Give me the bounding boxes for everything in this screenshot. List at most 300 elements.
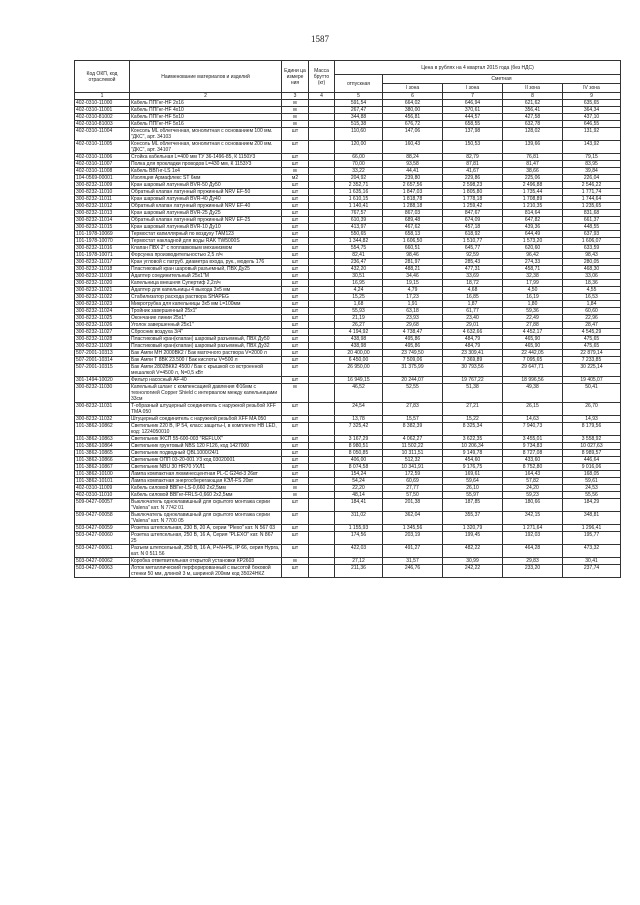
- cell-mass: [309, 485, 335, 492]
- cell-price-zone-2: 10 206,34: [443, 443, 503, 450]
- cell-unit: шт: [282, 464, 309, 471]
- cell-price-zone-2: 19 767,22: [443, 377, 503, 384]
- cell-price-zone-2: 3 622,35: [443, 436, 503, 443]
- cell-unit: шт: [282, 443, 309, 450]
- cell-price-zone-3: 1,80: [503, 301, 563, 308]
- cell-code: 300-8232-11019: [75, 273, 130, 280]
- cell-unit: шт: [282, 273, 309, 280]
- cell-mass: [309, 357, 335, 364]
- cell-price-zone-3: 647,82: [503, 217, 563, 224]
- cell-code: 503-0427-00059: [75, 525, 130, 532]
- cell-name: Термостат капиллярный по воздуху TAM123: [130, 231, 282, 238]
- cell-name: Бак Ампи 2802ВКК2 4500 / Бак с крышкой со встроенной мешалкой V=4500 л, N=0,5 кВт: [130, 364, 282, 377]
- cell-price-zone-3: 164,43: [503, 471, 563, 478]
- cell-price-zone-1: 689,48: [383, 217, 443, 224]
- cell-name: Микротрубка для капельницы 3х5 мм L=100мм: [130, 301, 282, 308]
- table-row: [75, 114, 621, 121]
- cell-price-zone-3: 57,82: [503, 478, 563, 485]
- cell-unit: шт: [282, 210, 309, 217]
- cell-price-zone-1: 201,38: [383, 499, 443, 512]
- cell-price-zone-3: 26,15: [503, 403, 563, 416]
- cell-mass: [309, 203, 335, 210]
- cell-name: Капельница внешняя Супертиф 2,2л/ч: [130, 280, 282, 287]
- cell-price-zone-4: 646,55: [563, 121, 621, 128]
- cell-unit: шт: [282, 343, 309, 350]
- cell-price-zone-4: 237,74: [563, 565, 621, 578]
- cell-code: 101-3862-10863: [75, 436, 130, 443]
- cell-price-otpusk: 344,88: [335, 114, 383, 121]
- cell-name: Кабель ВВГнг-LS 1х4: [130, 168, 282, 175]
- cell-price-zone-4: 446,64: [563, 457, 621, 464]
- cell-unit: м2: [282, 175, 309, 182]
- table-row: [75, 161, 621, 168]
- cell-price-zone-1: 27,77: [383, 485, 443, 492]
- cell-price-zone-4: 195,77: [563, 532, 621, 545]
- cell-code: 300-8232-11016: [75, 245, 130, 252]
- cell-price-zone-4: 9 016,06: [563, 464, 621, 471]
- table-row: [75, 558, 621, 565]
- cell-price-zone-4: 1 771,74: [563, 189, 621, 196]
- cell-name: Стабилизатор расхода раствора SHAPEG: [130, 294, 282, 301]
- cell-price-zone-4: 50,41: [563, 384, 621, 403]
- table-row: [75, 329, 621, 336]
- cell-unit: шт: [282, 231, 309, 238]
- table-row: [75, 443, 621, 450]
- cell-unit: шт: [282, 161, 309, 168]
- cell-price-zone-4: 28,47: [563, 322, 621, 329]
- cell-unit: м: [282, 121, 309, 128]
- cell-price-zone-4: 364,34: [563, 107, 621, 114]
- cell-price-zone-2: 1 259,42: [443, 203, 503, 210]
- cell-price-zone-2: 645,77: [443, 245, 503, 252]
- cell-price-otpusk: 110,60: [335, 128, 383, 141]
- cell-price-zone-2: 9 176,75: [443, 464, 503, 471]
- cell-mass: [309, 350, 335, 357]
- cell-price-zone-1: 4 062,27: [383, 436, 443, 443]
- table-body: [75, 100, 621, 578]
- table-row: [75, 436, 621, 443]
- cell-price-zone-4: 4 545,29: [563, 329, 621, 336]
- col-number: 1: [75, 93, 130, 100]
- cell-price-zone-2: 4,68: [443, 287, 503, 294]
- cell-mass: [309, 217, 335, 224]
- cell-price-zone-4: 22,96: [563, 315, 621, 322]
- cell-code: 507-2001-10314: [75, 357, 130, 364]
- cell-mass: [309, 512, 335, 525]
- cell-price-zone-3: 22,49: [503, 315, 563, 322]
- cell-price-zone-1: 1 818,78: [383, 196, 443, 203]
- cell-price-zone-4: 280,05: [563, 259, 621, 266]
- cell-price-zone-1: 31 375,99: [383, 364, 443, 377]
- cell-price-otpusk: 13,78: [335, 416, 383, 423]
- cell-price-zone-2: 23,40: [443, 315, 503, 322]
- cell-price-zone-4: 30 225,14: [563, 364, 621, 377]
- cell-unit: шт: [282, 287, 309, 294]
- cell-price-zone-2: 27,21: [443, 403, 503, 416]
- cell-mass: [309, 231, 335, 238]
- cell-price-zone-4: 1 296,41: [563, 525, 621, 532]
- table-row: [75, 273, 621, 280]
- cell-code: 300-8232-11011: [75, 196, 130, 203]
- cell-price-zone-1: 10 311,51: [383, 450, 443, 457]
- cell-price-zone-1: 362,04: [383, 512, 443, 525]
- cell-price-zone-1: 239,80: [383, 175, 443, 182]
- table-row: [75, 384, 621, 403]
- cell-price-zone-1: 456,81: [383, 114, 443, 121]
- cell-name: Лоток металлический перфорированный с высотой боковой стенки 50 мм, длиной 3 м, шириной 200мм код 35024НКZ: [130, 565, 282, 578]
- cell-mass: [309, 114, 335, 121]
- cell-price-zone-4: 59,61: [563, 478, 621, 485]
- cell-price-otpusk: 120,00: [335, 141, 383, 154]
- cell-price-zone-3: 14,63: [503, 416, 563, 423]
- header-smetnaya: Сметная: [383, 75, 621, 84]
- cell-mass: [309, 336, 335, 343]
- cell-price-otpusk: 554,75: [335, 245, 383, 252]
- cell-unit: шт: [282, 450, 309, 457]
- cell-mass: [309, 457, 335, 464]
- cell-price-zone-3: 192,03: [503, 532, 563, 545]
- cell-price-zone-3: 2 496,88: [503, 182, 563, 189]
- table-row: [75, 259, 621, 266]
- cell-price-zone-4: 18,36: [563, 280, 621, 287]
- cell-name: Обратный клапан латунный пружинный NRV EF-40: [130, 203, 282, 210]
- cell-unit: шт: [282, 308, 309, 315]
- cell-name: Кабель ППГнг-HF 5х16: [130, 121, 282, 128]
- cell-price-zone-1: 380,00: [383, 107, 443, 114]
- cell-mass: [309, 161, 335, 168]
- cell-code: 101-1978-10071: [75, 252, 130, 259]
- cell-name: Термостат накладной для воды RAK TW5000S: [130, 238, 282, 245]
- cell-code: 301-1494-10020: [75, 377, 130, 384]
- cell-unit: шт: [282, 280, 309, 287]
- cell-name: Лампа компактная энергосберегающая КЭЛ-FS 20вт: [130, 478, 282, 485]
- cell-name: Бак Ампи МН 2000ВК2 / Бак маточного раствора V=2000 л: [130, 350, 282, 357]
- cell-code: 300-8232-11012: [75, 203, 130, 210]
- cell-price-zone-3: 233,20: [503, 565, 563, 578]
- cell-price-zone-1: 660,51: [383, 245, 443, 252]
- cell-mass: [309, 196, 335, 203]
- header-zone-3: II зона: [503, 84, 563, 93]
- table-row: [75, 322, 621, 329]
- cell-code: 300-8232-11018: [75, 266, 130, 273]
- table-row: [75, 532, 621, 545]
- cell-name: Пластиковый кран(клапан) шаровый разъемный, ПВХ Ду50: [130, 336, 282, 343]
- cell-code: 402-0310-11007: [75, 161, 130, 168]
- cell-mass: [309, 182, 335, 189]
- cell-price-zone-3: 59,23: [503, 492, 563, 499]
- cell-name: Тройник завершенный 25х1": [130, 308, 282, 315]
- cell-unit: шт: [282, 203, 309, 210]
- cell-price-zone-4: 16,53: [563, 294, 621, 301]
- cell-price-zone-3: 1 210,35: [503, 203, 563, 210]
- cell-price-zone-3: 4 452,17: [503, 329, 563, 336]
- col-number: 5: [335, 93, 383, 100]
- cell-price-otpusk: 1 610,15: [335, 196, 383, 203]
- cell-code: 101-3862-10866: [75, 457, 130, 464]
- cell-mass: [309, 154, 335, 161]
- table-row: [75, 182, 621, 189]
- cell-name: Светильник подводный QBL1000/24/1: [130, 450, 282, 457]
- cell-price-zone-4: 473,32: [563, 545, 621, 558]
- cell-price-zone-4: 55,56: [563, 492, 621, 499]
- cell-mass: [309, 322, 335, 329]
- table-row: [75, 238, 621, 245]
- cell-price-otpusk: 2 352,71: [335, 182, 383, 189]
- cell-name: Кабель ППГнг-HF 5х10: [130, 114, 282, 121]
- table-row: [75, 364, 621, 377]
- table-row: [75, 350, 621, 357]
- table-row: [75, 478, 621, 485]
- cell-price-zone-3: 24,20: [503, 485, 563, 492]
- table-row: [75, 189, 621, 196]
- cell-mass: [309, 245, 335, 252]
- table-row: [75, 121, 621, 128]
- cell-unit: шт: [282, 436, 309, 443]
- table-row: [75, 450, 621, 457]
- cell-name: Капельный шланг с компенсацией давления Ф16мм с технологией Copper Shield с интервалом между капельницами 33см: [130, 384, 282, 403]
- cell-mass: [309, 525, 335, 532]
- cell-price-zone-3: 427,58: [503, 114, 563, 121]
- cell-mass: [309, 436, 335, 443]
- cell-price-zone-2: 4 632,66: [443, 329, 503, 336]
- cell-price-zone-3: 7 095,65: [503, 357, 563, 364]
- cell-mass: [309, 238, 335, 245]
- cell-price-zone-1: 172,59: [383, 471, 443, 478]
- cell-price-zone-1: 4 738,47: [383, 329, 443, 336]
- cell-price-zone-1: 512,32: [383, 457, 443, 464]
- cell-code: 101-3862-10100: [75, 471, 130, 478]
- table-row: [75, 224, 621, 231]
- cell-price-zone-3: 458,71: [503, 266, 563, 273]
- cell-unit: шт: [282, 532, 309, 545]
- cell-name: Адаптер соединительный 25х1"М: [130, 273, 282, 280]
- cell-price-zone-3: 180,66: [503, 499, 563, 512]
- cell-price-zone-4: 39,84: [563, 168, 621, 175]
- table-header: [75, 61, 621, 100]
- cell-price-zone-2: 26,10: [443, 485, 503, 492]
- cell-price-zone-3: 81,47: [503, 161, 563, 168]
- cell-name: Выключатель одноклавишный для скрытого монтажа серии "Valena" кат. N 7742 01: [130, 499, 282, 512]
- cell-mass: [309, 478, 335, 485]
- cell-price-zone-4: 2 546,22: [563, 182, 621, 189]
- col-number: 8: [503, 93, 563, 100]
- cell-code: 402-0310-11008: [75, 168, 130, 175]
- cell-price-zone-1: 1 606,50: [383, 238, 443, 245]
- table-row: [75, 464, 621, 471]
- cell-code: 101-3862-10865: [75, 450, 130, 457]
- price-table: [74, 60, 621, 578]
- cell-price-otpusk: 311,02: [335, 512, 383, 525]
- cell-code: 300-8232-11023: [75, 301, 130, 308]
- cell-name: Бак Ампи Т 8ВК 23.500 / Бак кислоты V=500 л: [130, 357, 282, 364]
- cell-name: Форсунка производительностью 2,5 л/ч: [130, 252, 282, 259]
- cell-price-otpusk: 591,54: [335, 100, 383, 107]
- cell-price-zone-1: 1 288,18: [383, 203, 443, 210]
- cell-price-zone-3: 22 442,05: [503, 350, 563, 357]
- cell-price-otpusk: 1,68: [335, 301, 383, 308]
- cell-price-zone-2: 187,85: [443, 499, 503, 512]
- header-zone-1: I зона: [383, 84, 443, 93]
- cell-price-zone-4: 143,92: [563, 141, 621, 154]
- cell-code: 402-0310-11000: [75, 100, 130, 107]
- cell-unit: м: [282, 114, 309, 121]
- cell-name: Разъем штепсельный, 250 В, 16 А, P+N+PE, IP 66, серия Hypra, кат. N 0 511 56: [130, 545, 282, 558]
- cell-code: 300-8232-11020: [75, 280, 130, 287]
- cell-unit: м: [282, 100, 309, 107]
- table-row: [75, 245, 621, 252]
- cell-price-zone-4: 633,59: [563, 245, 621, 252]
- cell-price-zone-1: 488,21: [383, 266, 443, 273]
- cell-price-otpusk: 1 140,41: [335, 203, 383, 210]
- cell-name: Кран угловой с патруб. диаметра входа, рук., модель 176: [130, 259, 282, 266]
- cell-code: 402-0310-11009: [75, 485, 130, 492]
- cell-code: 300-8232-11030: [75, 384, 130, 403]
- cell-price-zone-1: 10 341,91: [383, 464, 443, 471]
- cell-price-zone-1: 63,18: [383, 308, 443, 315]
- cell-price-zone-2: 1 778,18: [443, 196, 503, 203]
- cell-price-zone-4: 4,55: [563, 287, 621, 294]
- cell-price-zone-2: 30 793,56: [443, 364, 503, 377]
- cell-name: Полка для прокладки проводов L=430 мм, К 1153У3: [130, 161, 282, 168]
- cell-price-otpusk: 16,95: [335, 280, 383, 287]
- cell-mass: [309, 121, 335, 128]
- col-number: 7: [443, 93, 503, 100]
- cell-code: 300-8232-11014: [75, 217, 130, 224]
- cell-price-zone-2: 477,31: [443, 266, 503, 273]
- cell-unit: шт: [282, 238, 309, 245]
- cell-unit: шт: [282, 259, 309, 266]
- cell-price-zone-2: 16,85: [443, 294, 503, 301]
- cell-price-otpusk: 8 980,51: [335, 443, 383, 450]
- cell-mass: [309, 329, 335, 336]
- cell-price-zone-3: 17,99: [503, 280, 563, 287]
- cell-mass: [309, 450, 335, 457]
- cell-price-zone-3: 1 271,64: [503, 525, 563, 532]
- cell-price-zone-2: 484,79: [443, 343, 503, 350]
- cell-price-zone-1: 246,76: [383, 565, 443, 578]
- cell-name: Светильник 220 В, IP 54, класс защиты-I, в комплекте НВ LED, код: 1224050010: [130, 423, 282, 436]
- cell-unit: шт: [282, 329, 309, 336]
- header-zone-2: I зона: [443, 84, 503, 93]
- cell-price-zone-3: 76,81: [503, 154, 563, 161]
- cell-unit: шт: [282, 154, 309, 161]
- cell-price-zone-1: 23 749,50: [383, 350, 443, 357]
- cell-code: 300-8232-11021: [75, 287, 130, 294]
- cell-mass: [309, 403, 335, 416]
- cell-price-zone-2: 1,87: [443, 301, 503, 308]
- cell-code: 503-0427-00062: [75, 558, 130, 565]
- cell-mass: [309, 384, 335, 403]
- cell-name: Светильник ЖСП 55-600-003 "REFLUX": [130, 436, 282, 443]
- table-row: [75, 210, 621, 217]
- cell-price-otpusk: 184,41: [335, 499, 383, 512]
- cell-price-zone-1: 98,46: [383, 252, 443, 259]
- cell-price-zone-1: 23,93: [383, 315, 443, 322]
- cell-price-zone-2: 674,09: [443, 217, 503, 224]
- cell-code: 300-8232-11017: [75, 259, 130, 266]
- cell-price-zone-2: 484,79: [443, 336, 503, 343]
- cell-unit: шт: [282, 403, 309, 416]
- cell-name: Изоляция Армафлекс ST 6мм: [130, 175, 282, 182]
- cell-price-zone-1: 11 502,22: [383, 443, 443, 450]
- table-row: [75, 499, 621, 512]
- cell-name: Обратный клапан латунный пружинный NRV EF-25: [130, 217, 282, 224]
- cell-price-zone-1: 495,86: [383, 343, 443, 350]
- cell-price-zone-4: 661,37: [563, 217, 621, 224]
- cell-price-zone-2: 92,59: [443, 252, 503, 259]
- cell-price-otpusk: 66,00: [335, 154, 383, 161]
- cell-name: Штуцерный соединитель с наружной резьбой XFF MA 050: [130, 416, 282, 423]
- cell-name: Кабель ППГнг-HF 4х10: [130, 107, 282, 114]
- table-row: [75, 565, 621, 578]
- cell-price-otpusk: 1 344,82: [335, 238, 383, 245]
- cell-price-zone-4: 468,30: [563, 266, 621, 273]
- table-row: [75, 343, 621, 350]
- cell-name: Сбросник воздуха 3/4": [130, 329, 282, 336]
- cell-price-zone-2: 15,22: [443, 416, 503, 423]
- cell-code: 402-0310-11005: [75, 141, 130, 154]
- cell-price-zone-4: 831,68: [563, 210, 621, 217]
- cell-price-zone-3: 465,90: [503, 343, 563, 350]
- cell-price-zone-3: 1 573,20: [503, 238, 563, 245]
- cell-mass: [309, 471, 335, 478]
- cell-price-zone-2: 29,01: [443, 322, 503, 329]
- header-zone-4: IV зона: [563, 84, 621, 93]
- cell-price-zone-1: 495,86: [383, 336, 443, 343]
- header-code: Код ОКП, код отраслевой: [75, 61, 130, 93]
- cell-mass: [309, 266, 335, 273]
- cell-price-zone-4: 1 744,64: [563, 196, 621, 203]
- cell-name: Т-образный штуцерный соединитель с наружной резьбой XFF TMA 050: [130, 403, 282, 416]
- cell-mass: [309, 168, 335, 175]
- cell-price-otpusk: 4,24: [335, 287, 383, 294]
- cell-unit: шт: [282, 423, 309, 436]
- cell-mass: [309, 141, 335, 154]
- cell-price-zone-3: 465,90: [503, 336, 563, 343]
- table-row: [75, 545, 621, 558]
- cell-mass: [309, 280, 335, 287]
- cell-name: Обратный клапан латунный пружинный NRV EF-50: [130, 189, 282, 196]
- cell-price-zone-3: 27,88: [503, 322, 563, 329]
- cell-code: 300-8232-11027: [75, 329, 130, 336]
- table-row: [75, 525, 621, 532]
- table-row: [75, 336, 621, 343]
- cell-price-zone-3: 29 647,71: [503, 364, 563, 377]
- table-row: [75, 423, 621, 436]
- cell-price-zone-1: 7 509,06: [383, 357, 443, 364]
- cell-price-zone-1: 93,58: [383, 161, 443, 168]
- cell-price-zone-3: 225,06: [503, 175, 563, 182]
- cell-price-zone-2: 33,69: [443, 273, 503, 280]
- cell-price-zone-1: 491,27: [383, 545, 443, 558]
- cell-price-zone-2: 1 510,77: [443, 238, 503, 245]
- table-row: [75, 287, 621, 294]
- cell-price-zone-2: 59,64: [443, 478, 503, 485]
- cell-price-zone-3: 621,62: [503, 100, 563, 107]
- cell-price-zone-3: 4,50: [503, 287, 563, 294]
- table-row: [75, 294, 621, 301]
- cell-price-zone-4: 184,29: [563, 499, 621, 512]
- cell-price-otpusk: 6 450,00: [335, 357, 383, 364]
- cell-price-otpusk: 48,14: [335, 492, 383, 499]
- cell-price-zone-2: 7 369,89: [443, 357, 503, 364]
- cell-code: 104-0569-00001: [75, 175, 130, 182]
- cell-price-zone-1: 17,23: [383, 294, 443, 301]
- cell-price-otpusk: 4 194,92: [335, 329, 383, 336]
- cell-price-zone-4: 475,65: [563, 336, 621, 343]
- cell-price-zone-2: 658,55: [443, 121, 503, 128]
- cell-name: Розетка штепсельная, 250 В, 16 А, Серия "PLEXO" кат. N 867 25: [130, 532, 282, 545]
